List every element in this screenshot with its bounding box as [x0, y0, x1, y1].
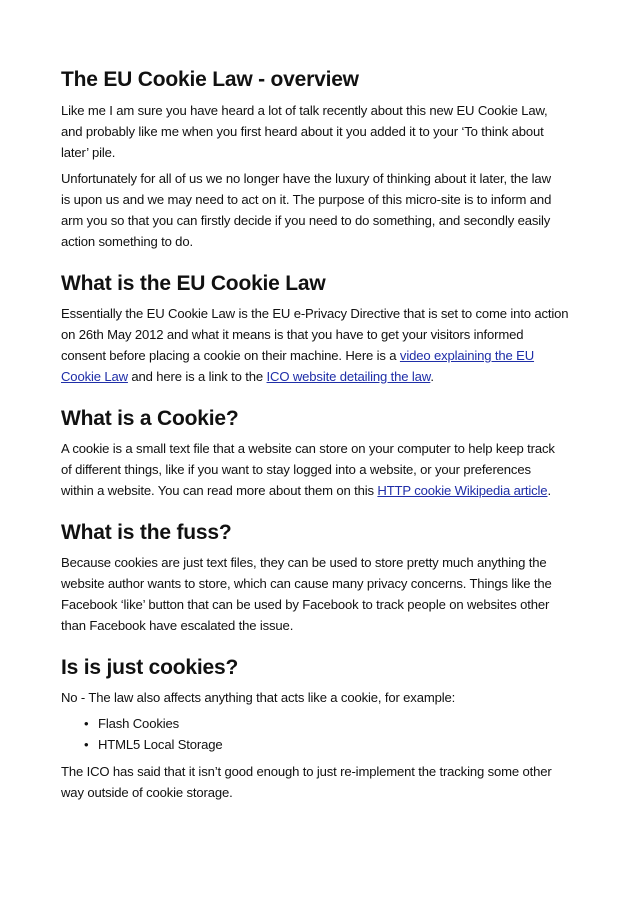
fuss-paragraph: Because cookies are just text files, they can be used to store pretty much anything the website author wants to store, which can cause many privacy concerns. Things like the Facebook ‘like’ button that can be used by Facebook to track people on websites other than Facebook have escalated the issue.: [61, 555, 552, 633]
wikipedia-link[interactable]: HTTP cookie Wikipedia article: [377, 483, 548, 498]
section-what-is-eu-cookie-law: [61, 270, 580, 387]
ico-website-link[interactable]: ICO website detailing the law: [266, 369, 431, 384]
just-cookies-intro: No - The law also affects anything that acts like a cookie, for example:: [61, 690, 456, 705]
section-heading: What is the EU Cookie Law: [61, 272, 326, 295]
section-overview: [61, 66, 580, 252]
law-paragraph: Essentially the EU Cookie Law is the EU e-Privacy Directive that is set to come into action on 26th May 2012 and what it means is that you have to get your visitors informed consent before placing a cookie on their machine. Here is a video explaining the EU Cookie Law and here is a link to the ICO website detailing the law.: [61, 306, 569, 384]
just-cookies-closing: The ICO has said that it isn’t good enough to just re-implement the tracking some other way outside of cookie storage.: [61, 764, 552, 800]
overview-paragraph-2: Unfortunately for all of us we no longer have the luxury of thinking about it later, the law is upon us and we may need to act on it. The purpose of this micro-site is to inform and arm you so that you can firstly decide if you need to do something, and secondly easily action something to do.: [61, 171, 552, 249]
section-heading: What is the fuss?: [61, 521, 232, 544]
list-item: • Flash Cookies: [84, 713, 580, 734]
list-item: • HTML5 Local Storage: [84, 734, 580, 755]
cookie-like-list: [61, 713, 580, 755]
overview-paragraph-1: Like me I am sure you have heard a lot of talk recently about this new EU Cookie Law, and probably like me when you first heard about it you added it to your ‘To think about later’ pile.: [61, 103, 548, 160]
page-title: The EU Cookie Law - overview: [61, 68, 359, 91]
section-heading: What is a Cookie?: [61, 407, 239, 430]
section-heading: Is is just cookies?: [61, 656, 239, 679]
bullet-icon: •: [84, 716, 89, 731]
section-what-is-a-cookie: [61, 405, 580, 501]
cookie-paragraph: A cookie is a small text file that a website can store on your computer to help keep track of different things, like if you want to stay logged into a website, or your preferences within a website. You can read more about them on this HTTP cookie Wikipedia article.: [61, 441, 555, 498]
video-link[interactable]: video explaining the EU Cookie Law: [61, 348, 535, 384]
section-is-it-just-cookies: [61, 654, 580, 803]
section-what-is-the-fuss: [61, 519, 580, 636]
bullet-icon: •: [84, 737, 89, 752]
